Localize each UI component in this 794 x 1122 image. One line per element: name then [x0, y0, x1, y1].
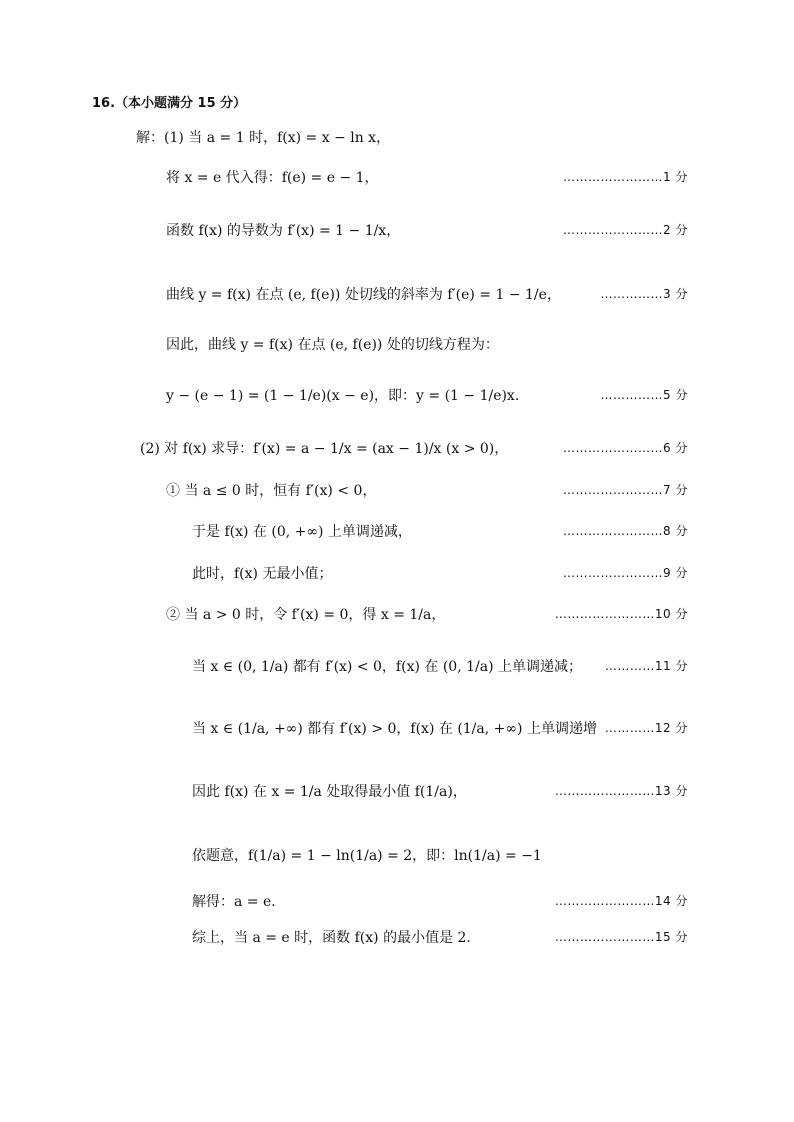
- solution-line-11: ② 当 a > 0 时，令 f′(x) = 0，得 x = 1/a，: [166, 607, 446, 623]
- solution-line-6: y − (e − 1) = (1 − 1/e)(x − e)，即：y = (1 − 1/e)x．: [166, 388, 529, 404]
- solution-line-14: 因此 f(x) 在 x = 1/a 处取得最小值 f(1/a)，: [192, 784, 467, 800]
- solution-line-1: 解：(1) 当 a = 1 时，f(x) = x − ln x，: [136, 130, 391, 146]
- score-3: ……………3 分: [600, 287, 688, 301]
- solution-line-5: 因此，曲线 y = f(x) 在点 (e, f(e)) 处的切线方程为：: [166, 337, 499, 353]
- score-11: …………11 分: [604, 659, 688, 673]
- solution-line-2: 将 x = e 代入得：f(e) = e − 1，: [166, 170, 379, 186]
- solution-line-8: ① 当 a ≤ 0 时，恒有 f′(x) < 0，: [166, 483, 377, 499]
- solution-line-3: 函数 f(x) 的导数为 f′(x) = 1 − 1/x，: [166, 223, 401, 239]
- solution-line-15: 依题意，f(1/a) = 1 − ln(1/a) = 2，即：ln(1/a) = −1: [192, 848, 542, 864]
- solution-line-13: 当 x ∈ (1/a, +∞) 都有 f′(x) > 0，f(x) 在 (1/a, +∞) 上单调递增: [192, 721, 597, 737]
- score-2: ……………………2 分: [563, 223, 688, 237]
- score-13: ……………………13 分: [554, 784, 688, 798]
- solution-line-10: 此时，f(x) 无最小值；: [192, 566, 333, 582]
- solution-line-17: 综上，当 a = e 时，函数 f(x) 的最小值是 2．: [192, 930, 481, 946]
- score-14: ……………………14 分: [554, 894, 688, 908]
- score-9: ……………………9 分: [563, 566, 688, 580]
- solution-line-12: 当 x ∈ (0, 1/a) 都有 f′(x) < 0，f(x) 在 (0, 1/a) 上单调递减；: [192, 659, 582, 675]
- score-7: ……………………7 分: [563, 483, 688, 497]
- score-12: …………12 分: [604, 721, 688, 735]
- score-8: ……………………8 分: [563, 524, 688, 538]
- score-5: ……………5 分: [600, 388, 688, 402]
- solution-line-4: 曲线 y = f(x) 在点 (e, f(e)) 处切线的斜率为 f′(e) = 1 − 1/e，: [166, 287, 561, 303]
- solution-line-9: 于是 f(x) 在 (0, +∞) 上单调递减，: [192, 524, 412, 540]
- score-15: ……………………15 分: [554, 930, 688, 944]
- solution-line-7: (2) 对 f(x) 求导：f′(x) = a − 1/x = (ax − 1)/x (x > 0)，: [140, 441, 509, 457]
- score-10: ……………………10 分: [554, 607, 688, 621]
- score-6: ……………………6 分: [563, 441, 688, 455]
- score-1: ……………………1 分: [563, 170, 688, 184]
- problem-title: 16.（本小题满分 15 分）: [92, 96, 247, 111]
- solution-line-16: 解得：a = e．: [192, 894, 286, 910]
